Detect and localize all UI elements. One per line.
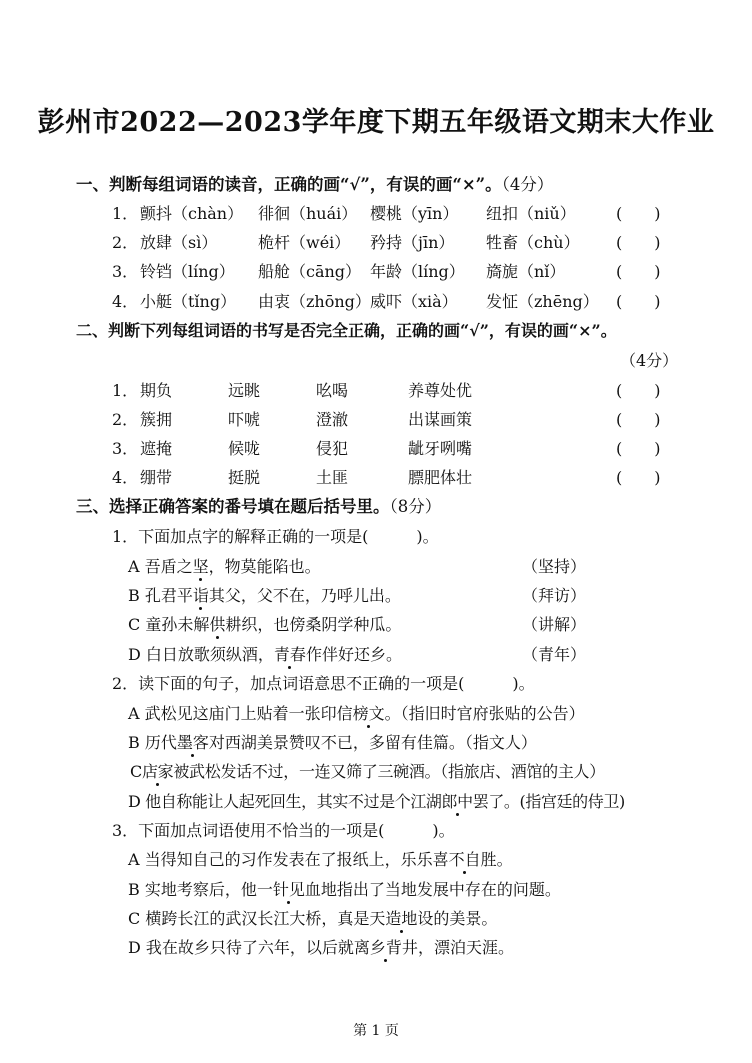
- answer-blank: ( ): [616, 204, 661, 223]
- dotted-word: 榜文: [352, 704, 385, 723]
- q2-stem: 2．读下面的句子，加点词语意思不正确的一项是( )。: [112, 674, 535, 693]
- dotted-word: 店家: [141, 762, 174, 781]
- dotted-word: 诣: [192, 586, 209, 605]
- dotted-word: 青春: [273, 645, 306, 664]
- dotted-word: 一针见血: [256, 880, 321, 899]
- q1-option-d: D 白日放歌须纵酒，青春作伴好还乡。 （青年）: [128, 645, 587, 664]
- q2-option-a: A 武松见这庙门上贴着一张印信榜文。（指旧时官府张贴的公告）: [128, 704, 585, 723]
- answer-blank: ( ): [616, 410, 661, 429]
- q2-option-c: C店家被武松发话不过，一连又筛了三碗酒。（指旅店、酒馆的主人）: [130, 762, 605, 781]
- q3-option-a: A 当得知自己的习作发表在了报纸上，乐乐喜不自胜。: [128, 850, 513, 869]
- dotted-word: 天造地设: [369, 909, 434, 928]
- q1-option-a: A 吾盾之坚，物莫能陷也。 （坚持）: [128, 557, 587, 576]
- q3-option-c: C 横跨长江的武汉长江大桥，真是天造地设的美景。: [128, 909, 498, 928]
- dotted-word: 墨客: [176, 733, 209, 752]
- q1-option-c: C 童孙未解供耕织，也傍桑阴学种瓜。 （讲解）: [128, 615, 587, 634]
- dotted-word: 喜不自胜: [432, 850, 497, 869]
- q1-option-b: B 孔君平诣其父，父不在，乃呼儿出。 （拜访）: [128, 586, 587, 605]
- q3-stem: 3．下面加点词语使用不恰当的一项是( )。: [112, 821, 455, 840]
- exam-page: 彭州市2022—2023学年度下期五年级语文期末大作业 一、判断每组词语的读音，正确的画“√”，有误的画“×”。（4分） 1． 颤抖（chàn） 徘徊（huái） 樱桃（yīn） 纽扣（niǔ） ( ) 2． 放肆（sì） 桅杆（wéi） 矜持（jīn） 牲畜（chù） ( ) 3． 铃铛（líng） 船舱（cāng） 年龄（líng） 旖旎（nǐ） ( ) 4． 小艇（tǐng） 由衷（zhōng） 威吓（xià） 发怔（zhēng） ( ) 二、判断下列每组词语的书写是否完全正确，正确的画“√”，有误的画“×”。 （4分） 1． 期负 远眺 吆喝 养尊处优 ( ) 2． 簇拥 吓唬 澄澈 出谋画策 ( ) 3． 遮掩 候咙 侵犯 龇牙咧嘴 ( ) 4． 绷带 挺脱 土匪 膘肥体壮 ( ) 三、选择正确答案的番号填在题后括号里。（8分） 1．下面加点字的解释正确的一项是( )。 A 吾盾之坚，物莫能陷也。 （坚持） B 孔君平诣其父，父不在，乃呼儿出。 （拜访） C 童孙未解供耕织，也傍桑阴学种瓜。 （讲解） D 白日放歌须纵酒，青春作伴好还乡。 （青年） 2．读下面的句子，加点词语意思不正确的一项是( )。 A 武松见这庙门上贴着一张印信榜文。（指旧时官府张贴的公告） B 历代墨客对西湖美景赞叹不已，多留有佳篇。（指文人） C店家被武松发话不过，一连又筛了三碗酒。（指旅店、酒馆的主人） D 他自称能让人起死回生，其实不过是个江湖郎中罢了。(指宫廷的侍卫) 3．下面加点词语使用不恰当的一项是( )。 A 当得知自己的习作发表在了报纸上，乐乐喜不自胜。 B 实地考察后，他一针见血地指出了当地发展中存在的问题。 C 横跨长江的武汉长江大桥，真是天造地设的美景。 D 我在故乡只待了六年，以后就离乡背井，漂泊天涯。 第 1 页: [0, 0, 752, 1063]
- dotted-word: 郎中: [441, 792, 473, 811]
- answer-blank: ( ): [616, 381, 661, 400]
- section-3-heading: 三、选择正确答案的番号填在题后括号里。（8分）: [76, 497, 442, 516]
- q2-option-b: B 历代墨客对西湖美景赞叹不已，多留有佳篇。（指文人）: [128, 733, 537, 752]
- q3-option-b: B 实地考察后，他一针见血地指出了当地发展中存在的问题。: [128, 880, 561, 899]
- q2-option-d: D 他自称能让人起死回生，其实不过是个江湖郎中罢了。(指宫廷的侍卫): [128, 792, 625, 811]
- section-1-heading: 一、判断每组词语的读音，正确的画“√”，有误的画“×”。（4分）: [76, 175, 554, 194]
- page-title: 彭州市2022—2023学年度下期五年级语文期末大作业: [37, 107, 715, 138]
- answer-blank: ( ): [616, 262, 661, 281]
- answer-blank: ( ): [616, 233, 661, 252]
- q3-option-d: D 我在故乡只待了六年，以后就离乡背井，漂泊天涯。: [128, 938, 514, 957]
- dotted-word: 坚: [192, 557, 209, 576]
- answer-blank: ( ): [616, 468, 661, 487]
- section-2-score: （4分）: [620, 351, 679, 370]
- section-2-heading: 二、判断下列每组词语的书写是否完全正确，正确的画“√”，有误的画“×”。: [76, 321, 617, 340]
- page-number: 第 1 页: [353, 1023, 399, 1039]
- answer-blank: ( ): [616, 292, 661, 311]
- dotted-word: 离乡背井: [353, 938, 418, 957]
- q1-stem: 1．下面加点字的解释正确的一项是( )。: [112, 527, 439, 546]
- dotted-word: 供: [209, 615, 226, 634]
- answer-blank: ( ): [616, 439, 661, 458]
